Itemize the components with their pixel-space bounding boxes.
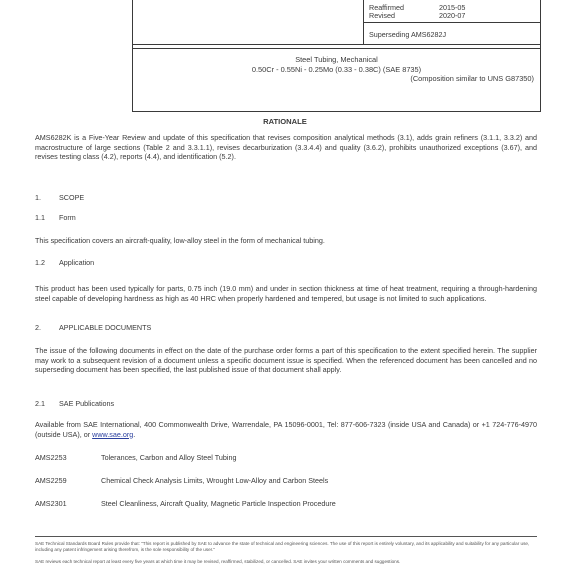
footer-review-notice: SAE reviews each technical report at least every five years at which time it may be revised, reaffirmed, stabilized, or cancelled. SAE invites your written comments and suggestions. [35, 559, 401, 564]
header-divider [363, 22, 540, 23]
rationale-heading: RATIONALE [263, 117, 307, 126]
form-number: 1.1 [35, 213, 45, 222]
form-heading [35, 213, 76, 222]
header-divider [133, 48, 540, 49]
title-line-2: 0.50Cr - 0.55Ni - 0.25Mo (0.33 - 0.38C) (SAE 8735) [251, 64, 422, 74]
applicable-title: APPLICABLE DOCUMENTS [59, 323, 152, 332]
application-heading [35, 258, 94, 267]
title-line-3: (Composition similar to UNS G87350) [410, 74, 534, 83]
reaffirmed-date: 2015-05 [439, 3, 466, 12]
list-item [35, 476, 537, 499]
reference-description: Chemical Check Analysis Limits, Wrought Low-Alloy and Carbon Steels [101, 476, 329, 485]
sae-website-link[interactable]: www.sae.org [92, 429, 134, 439]
footer-notice: SAE Technical Standards Board Rules provide that: "This report is published by SAE to advance the state of technical and engineering sciences. The use of this report is entirely voluntary, and its applicability and suitability for any particular use, including any patent infringement arising therefrom, is the sole responsibility of the user." [35, 541, 530, 552]
reference-description: Steel Cleanliness, Aircraft Quality, Magnetic Particle Inspection Procedure [101, 499, 336, 508]
reference-code: AMS2253 [35, 453, 67, 462]
document-title [133, 55, 540, 84]
sae-text [35, 420, 537, 439]
superseding-note: Superseding AMS6282J [369, 30, 447, 39]
sae-publications-heading [35, 399, 114, 408]
sae-address: Available from SAE International, 400 Commonwealth Drive, Warrendale, PA 15096-0001, Tel: 877-606-7323 (inside USA and Canada) or +1 724-776-4970 (outside USA), or [35, 420, 537, 439]
footer-rule [35, 536, 537, 537]
list-item [35, 499, 537, 522]
header-box [132, 0, 541, 112]
revised-date: 2020-07 [439, 11, 466, 20]
reaffirmed-label: Reaffirmed [369, 3, 405, 12]
reference-code: AMS2301 [35, 499, 67, 508]
sae-number: 2.1 [35, 399, 45, 408]
sae-text-end: . [133, 429, 136, 439]
application-text: This product has been used typically for parts, 0.75 inch (19.0 mm) and under in section thickness at time of heat treatment, requiring a through-hardening steel capable of developing hardness as high as 40 HRC when properly hardened and tempered, but usage is not limited to such applications. [35, 284, 537, 303]
header-divider [133, 44, 540, 45]
reference-list [35, 453, 537, 522]
reference-code: AMS2259 [35, 476, 67, 485]
rationale-text: AMS6282K is a Five-Year Review and update of this specification that revises composition analytical methods (3.1), adds grain refiners (3.1.1, 3.3.2) and macrostructure of large sections (Table 2 and 3.3.1.1), revises decarburization (3.3.4.4) and quality (3.6.2), prohibits unauthorized exceptions (3.67), and revises testing class (4.2), reports (4.4), and identification (5.2). [35, 133, 537, 162]
applicable-number: 2. [35, 323, 41, 332]
sae-title: SAE Publications [59, 399, 115, 408]
scope-number: 1. [35, 193, 41, 202]
application-title: Application [59, 258, 95, 267]
scope-heading [35, 193, 84, 202]
application-number: 1.2 [35, 258, 45, 267]
list-item [35, 453, 537, 476]
title-line-1: Steel Tubing, Mechanical [295, 55, 378, 64]
scope-title: SCOPE [59, 193, 85, 202]
form-title: Form [59, 213, 76, 222]
applicable-documents-heading [35, 323, 151, 332]
revised-label: Revised [369, 11, 395, 20]
applicable-text: The issue of the following documents in effect on the date of the purchase order forms a part of this specification to the extent specified herein. The supplier may work to a subsequent revision of a document unless a specific document issue is specified. When the referenced document has been cancelled and no superseding document has been specified, the last published issue of that document shall apply. [35, 346, 537, 375]
reference-description: Tolerances, Carbon and Alloy Steel Tubing [101, 453, 237, 462]
form-text: This specification covers an aircraft-quality, low-alloy steel in the form of mechanical tubing. [35, 236, 325, 245]
